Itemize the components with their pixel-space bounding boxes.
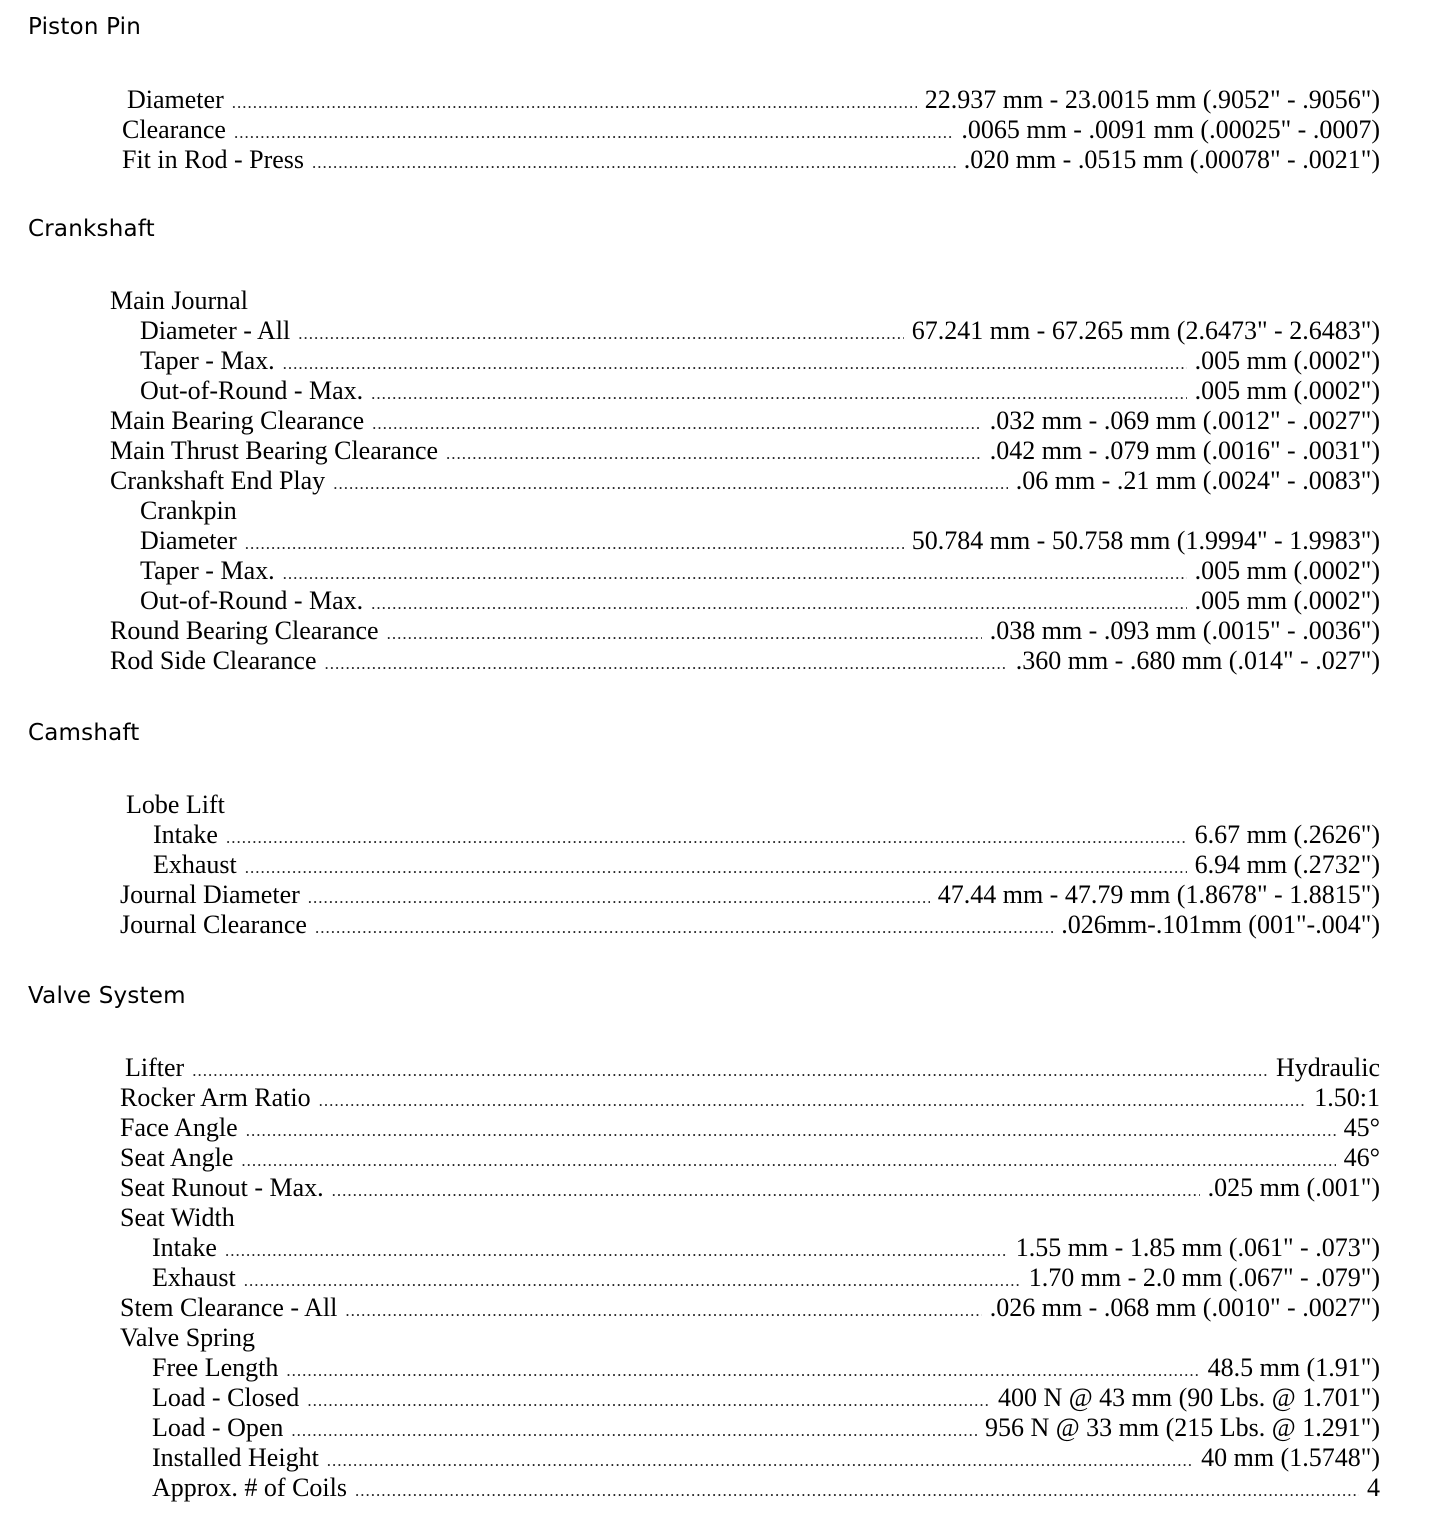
spec-label: Intake [153, 820, 218, 849]
spec-value: 48.5 mm (1.91") [1207, 1353, 1380, 1382]
spec-label: Taper - Max. [140, 346, 275, 375]
spec-row-lobe-lift-exhaust [153, 850, 1380, 880]
spec-label: Journal Clearance [120, 910, 307, 939]
dot-leader [225, 1236, 1008, 1266]
spec-row-main-journal-diameter [140, 316, 1380, 346]
section-heading-crankshaft: Crankshaft [28, 216, 155, 242]
spec-value: .026mm-.101mm (001"-.004") [1061, 910, 1380, 939]
spec-label: Seat Angle [120, 1143, 234, 1172]
spec-label: Crankshaft End Play [110, 466, 326, 495]
spec-row-lobe-lift-intake [153, 820, 1380, 850]
spec-label: Out-of-Round - Max. [140, 586, 364, 615]
dot-leader [291, 1416, 977, 1446]
dot-leader [327, 1446, 1193, 1476]
spec-label: Diameter [127, 85, 224, 114]
section-heading-valve-system: Valve System [28, 983, 186, 1009]
spec-value: 67.241 mm - 67.265 mm (2.6473" - 2.6483") [911, 316, 1380, 345]
spec-row-piston-pin-fit [122, 145, 1380, 175]
dot-leader [298, 319, 904, 349]
spec-value: 1.70 mm - 2.0 mm (.067" - .079") [1028, 1263, 1380, 1292]
spec-row-main-journal-taper [140, 346, 1380, 376]
spec-label: Seat Width [120, 1203, 235, 1232]
spec-row-seat-width-intake [152, 1233, 1380, 1263]
spec-value: .020 mm - .0515 mm (.00078" - .0021") [963, 145, 1380, 174]
spec-value: .005 mm (.0002") [1194, 586, 1380, 615]
spec-label: Taper - Max. [140, 556, 275, 585]
spec-subheading-valve-spring [120, 1323, 1380, 1353]
dot-leader [446, 439, 982, 469]
spec-label: Main Thrust Bearing Clearance [110, 436, 439, 465]
dot-leader [319, 1086, 1307, 1116]
spec-value: .005 mm (.0002") [1194, 556, 1380, 585]
dot-leader [283, 559, 1187, 589]
spec-row-face-angle [120, 1113, 1380, 1143]
spec-label: Rocker Arm Ratio [120, 1083, 311, 1112]
spec-value: 400 N @ 43 mm (90 Lbs. @ 1.701") [997, 1383, 1380, 1412]
spec-label: Journal Diameter [120, 880, 300, 909]
spec-subheading-lobe-lift [126, 790, 1380, 820]
spec-row-rod-side-clearance [110, 646, 1380, 676]
spec-label: Face Angle [120, 1113, 238, 1142]
spec-row-installed-height [152, 1443, 1380, 1473]
spec-value: 40 mm (1.5748") [1201, 1443, 1380, 1472]
spec-value: .026 mm - .068 mm (.0010" - .0027") [989, 1293, 1380, 1322]
spec-label: Approx. # of Coils [152, 1473, 347, 1502]
spec-row-crankpin-diameter [140, 526, 1380, 556]
spec-subheading-crankpin [140, 496, 1380, 526]
spec-value: 50.784 mm - 50.758 mm (1.9994" - 1.9983") [911, 526, 1380, 555]
spec-row-main-bearing-clearance [110, 406, 1380, 436]
spec-row-crankpin-out-of-round [140, 586, 1380, 616]
section-heading-camshaft: Camshaft [28, 720, 140, 746]
spec-row-main-thrust-bearing-clearance [110, 436, 1380, 466]
spec-row-stem-clearance [120, 1293, 1380, 1323]
spec-row-piston-pin-diameter [127, 85, 1380, 115]
spec-row-piston-pin-clearance [122, 115, 1380, 145]
spec-label: Out-of-Round - Max. [140, 376, 364, 405]
spec-label: Exhaust [153, 850, 237, 879]
spec-value: .06 mm - .21 mm (.0024" - .0083") [1015, 466, 1380, 495]
spec-label: Load - Open [152, 1413, 284, 1442]
spec-row-seat-angle [120, 1143, 1380, 1173]
spec-row-crankshaft-end-play [110, 466, 1380, 496]
dot-leader [387, 619, 982, 649]
spec-label: Installed Height [152, 1443, 319, 1472]
spec-subheading-main-journal [110, 286, 1380, 316]
dot-leader [333, 469, 1008, 499]
dot-leader [286, 1356, 1199, 1386]
dot-leader [312, 148, 956, 178]
spec-row-crankpin-taper [140, 556, 1380, 586]
section-heading-piston-pin: Piston Pin [28, 14, 142, 40]
dot-leader [307, 1386, 990, 1416]
spec-row-lifter [125, 1053, 1380, 1083]
spec-value: .038 mm - .093 mm (.0015" - .0036") [989, 616, 1380, 645]
spec-value: 1.50:1 [1314, 1083, 1380, 1112]
dot-leader [372, 409, 982, 439]
dot-leader [308, 883, 930, 913]
spec-label: Main Bearing Clearance [110, 406, 365, 435]
dot-leader [246, 1116, 1336, 1146]
spec-value: .042 mm - .079 mm (.0016" - .0031") [989, 436, 1380, 465]
dot-leader [241, 1146, 1335, 1176]
spec-row-seat-runout [120, 1173, 1380, 1203]
spec-label: Main Journal [110, 286, 248, 315]
spec-label: Load - Closed [152, 1383, 300, 1412]
spec-value: .025 mm (.001") [1207, 1173, 1380, 1202]
dot-leader [234, 118, 953, 148]
dot-leader [245, 853, 1187, 883]
dot-leader [371, 379, 1186, 409]
spec-value: 22.937 mm - 23.0015 mm (.9052" - .9056") [924, 85, 1380, 114]
dot-leader [345, 1296, 981, 1326]
spec-label: Valve Spring [120, 1323, 256, 1352]
dot-leader [315, 913, 1053, 943]
dot-leader [232, 88, 917, 118]
spec-value: Hydraulic [1276, 1053, 1380, 1082]
dot-leader [283, 349, 1187, 379]
spec-row-free-length [152, 1353, 1380, 1383]
spec-label: Free Length [152, 1353, 279, 1382]
spec-value: 4 [1367, 1473, 1380, 1502]
spec-label: Fit in Rod - Press [122, 145, 305, 174]
spec-label: Exhaust [152, 1263, 236, 1292]
spec-row-main-journal-out-of-round [140, 376, 1380, 406]
spec-label: Seat Runout - Max. [120, 1173, 324, 1202]
spec-value: .005 mm (.0002") [1194, 346, 1380, 375]
spec-label: Rod Side Clearance [110, 646, 317, 675]
spec-row-load-closed [152, 1383, 1380, 1413]
spec-row-journal-diameter [120, 880, 1380, 910]
spec-row-journal-clearance [120, 910, 1380, 940]
spec-value: .0065 mm - .0091 mm (.00025" - .0007) [961, 115, 1380, 144]
spec-value: 45° [1343, 1113, 1380, 1142]
spec-subheading-seat-width [120, 1203, 1380, 1233]
spec-row-round-bearing-clearance [110, 616, 1380, 646]
spec-value: 1.55 mm - 1.85 mm (.061" - .073") [1015, 1233, 1380, 1262]
dot-leader [325, 649, 1008, 679]
spec-value: 6.94 mm (.2732") [1194, 850, 1380, 879]
spec-label: Lifter [125, 1053, 185, 1082]
spec-value: .360 mm - .680 mm (.014" - .027") [1015, 646, 1380, 675]
dot-leader [371, 589, 1186, 619]
spec-value: .005 mm (.0002") [1194, 376, 1380, 405]
dot-leader [245, 529, 904, 559]
spec-row-approx-coils [152, 1473, 1380, 1503]
spec-label: Stem Clearance - All [120, 1293, 338, 1322]
dot-leader [332, 1176, 1200, 1206]
dot-leader [192, 1056, 1268, 1086]
dot-leader [355, 1476, 1359, 1506]
dot-leader [226, 823, 1187, 853]
spec-value: 46° [1343, 1143, 1380, 1172]
spec-row-seat-width-exhaust [152, 1263, 1380, 1293]
spec-label: Intake [152, 1233, 217, 1262]
spec-label: Lobe Lift [126, 790, 225, 819]
spec-value: .032 mm - .069 mm (.0012" - .0027") [989, 406, 1380, 435]
spec-row-rocker-arm-ratio [120, 1083, 1380, 1113]
spec-row-load-open [152, 1413, 1380, 1443]
spec-label: Diameter - All [140, 316, 291, 345]
dot-leader [244, 1266, 1021, 1296]
spec-label: Crankpin [140, 496, 237, 525]
spec-value: 6.67 mm (.2626") [1194, 820, 1380, 849]
spec-label: Round Bearing Clearance [110, 616, 379, 645]
spec-label: Clearance [122, 115, 226, 144]
spec-value: 956 N @ 33 mm (215 Lbs. @ 1.291") [984, 1413, 1380, 1442]
spec-value: 47.44 mm - 47.79 mm (1.8678" - 1.8815") [937, 880, 1380, 909]
spec-label: Diameter [140, 526, 237, 555]
